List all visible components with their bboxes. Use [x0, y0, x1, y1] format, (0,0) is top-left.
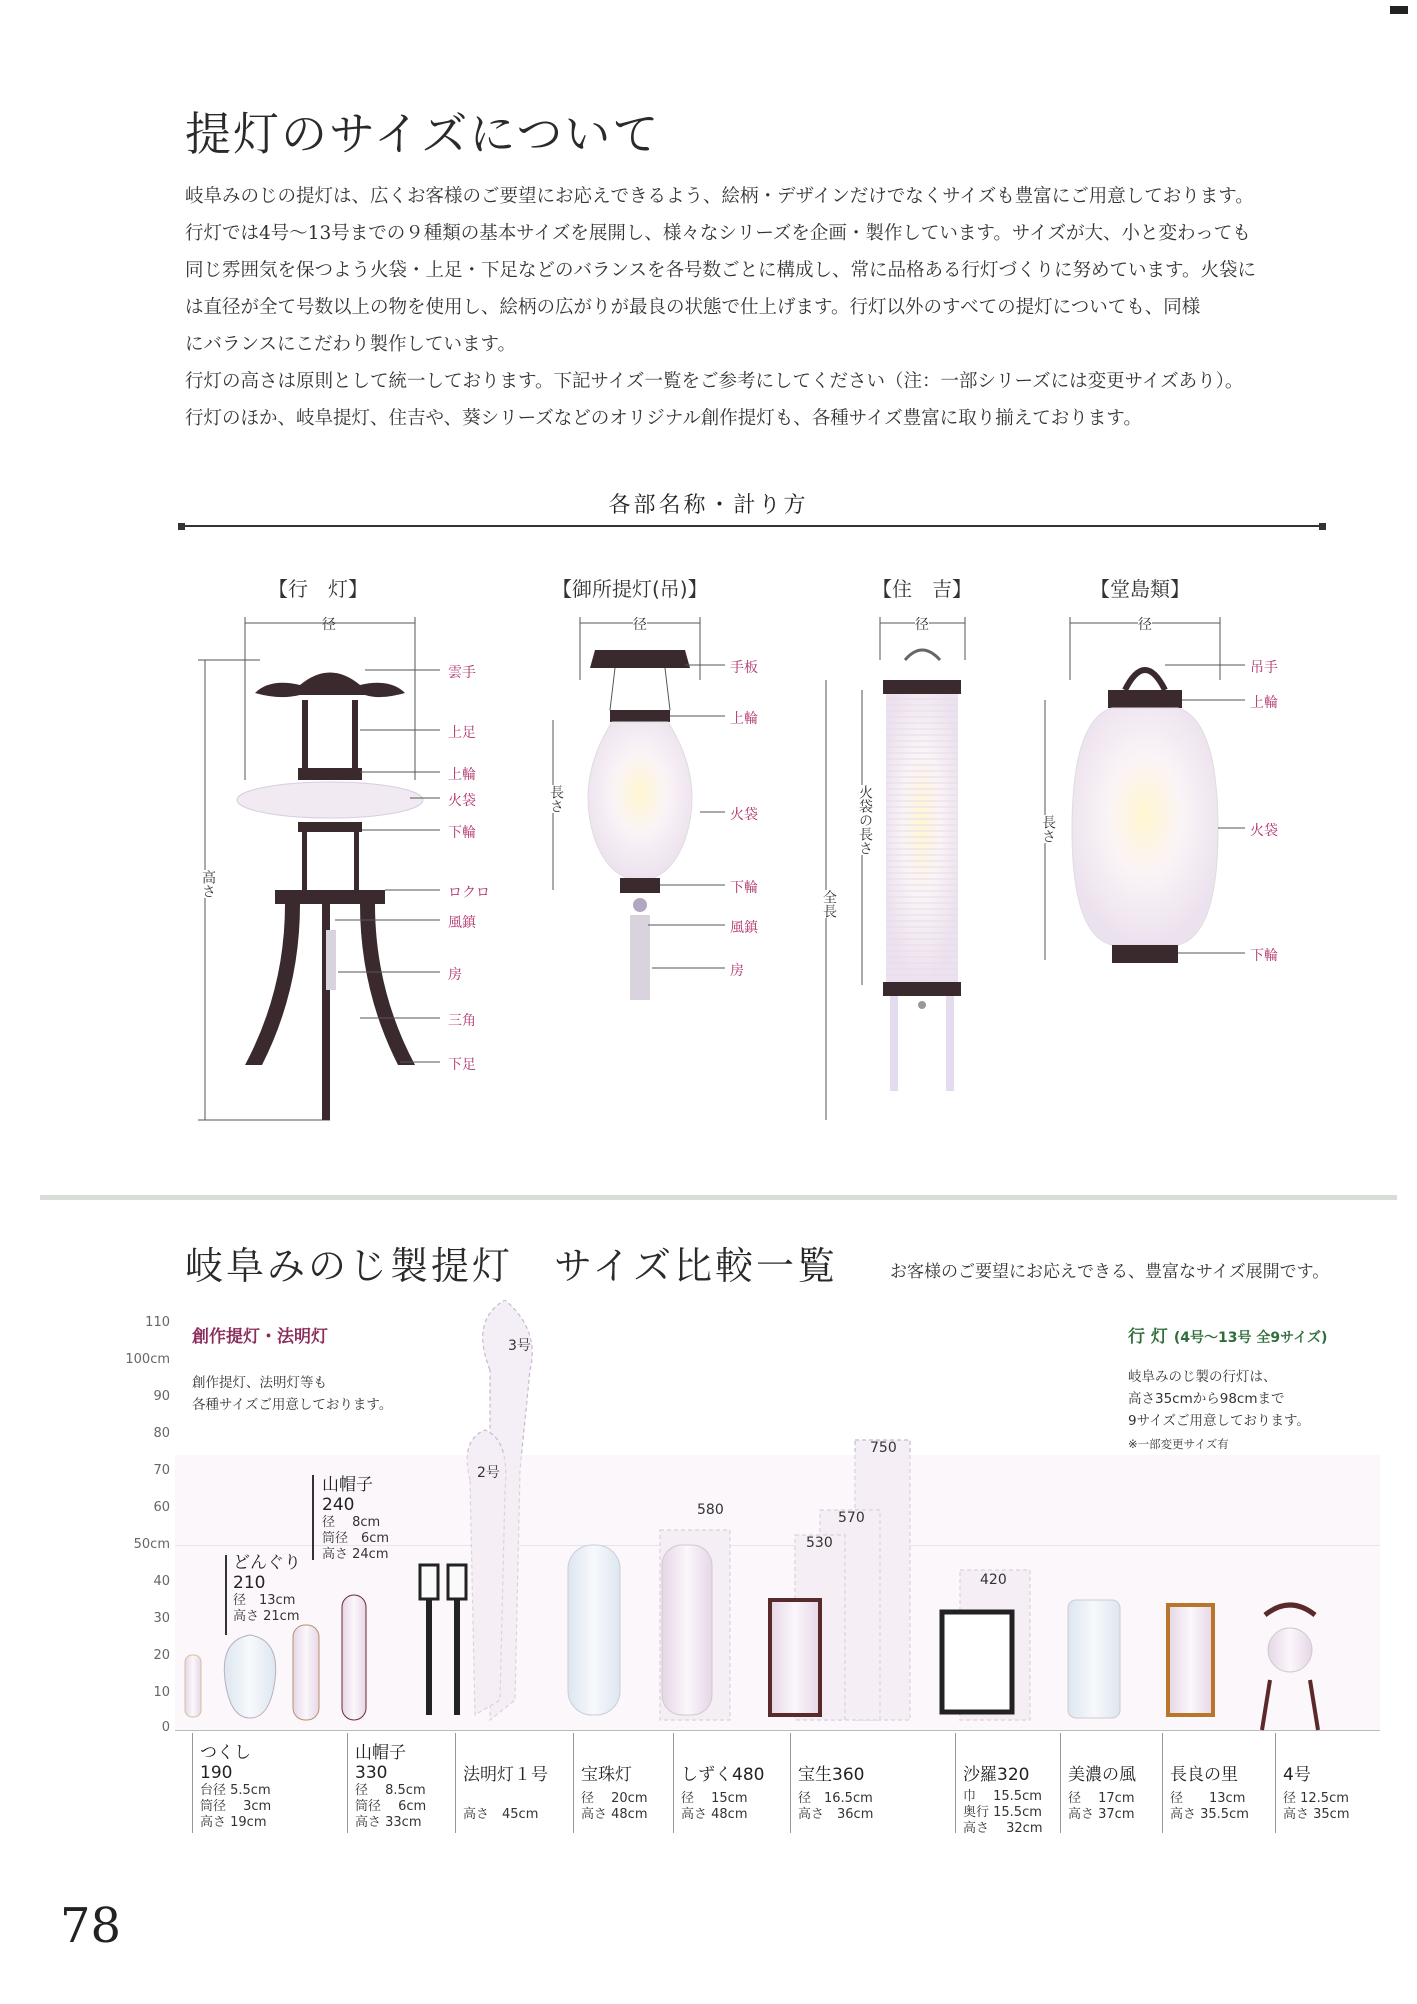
- product-naganonosato: [1170, 1760, 1249, 1823]
- product-houmyoutou: [463, 1760, 548, 1823]
- product-spec: 高さ 21cm: [233, 1609, 300, 1624]
- product-tsukushi: [200, 1738, 271, 1831]
- column-divider: [955, 1733, 956, 1833]
- desc-line: 岐阜みのじ製の行灯は、: [1128, 1369, 1277, 1385]
- product-spec: 径 16.5cm: [798, 1791, 873, 1806]
- desc-line: 各種サイズご用意しております。: [192, 1397, 393, 1413]
- column-divider: [455, 1733, 456, 1833]
- part-label-fuchin: 風鎮: [448, 915, 476, 931]
- product-spec: 径 17cm: [1068, 1791, 1135, 1806]
- product-spec: 高さ 48cm: [581, 1807, 648, 1822]
- page-title: 提灯のサイズについて: [185, 107, 661, 161]
- product-sara: [963, 1760, 1043, 1837]
- y-tick: 80: [153, 1426, 170, 1441]
- product-spec: 高さ 37cm: [1068, 1807, 1135, 1822]
- dim-length: 長さ: [548, 785, 564, 813]
- size-tag: 3号: [508, 1338, 531, 1354]
- rule-end-marker: [178, 523, 185, 530]
- product-spec: 径 8.5cm: [355, 1783, 426, 1798]
- comparison-artwork: [0, 1300, 1417, 1760]
- product-name: 宝珠灯: [581, 1765, 632, 1785]
- size-tag: 750: [870, 1440, 897, 1456]
- y-tick: 20: [153, 1648, 170, 1663]
- part-label-fusa: 房: [448, 967, 462, 983]
- product-spec: 高さ 45cm: [463, 1807, 539, 1822]
- product-name: どんぐり: [233, 1553, 301, 1573]
- product-yamaboushi-240: [322, 1470, 389, 1563]
- dim-diameter: 径: [1138, 614, 1152, 634]
- product-name: 長良の里: [1170, 1765, 1238, 1785]
- part-label-hibukuro: 火袋: [730, 807, 758, 823]
- y-tick: 10: [153, 1685, 170, 1700]
- product-spec: 筒径 3cm: [200, 1799, 272, 1814]
- column-divider: [673, 1733, 674, 1833]
- corner-mark: [1390, 6, 1408, 14]
- y-tick: 90: [153, 1389, 170, 1404]
- product-name: 山帽子: [355, 1743, 406, 1763]
- intro-line: にバランスにこだわり製作しています。: [185, 334, 516, 355]
- part-label-unte: 雲手: [448, 665, 476, 681]
- column-divider: [1060, 1733, 1061, 1833]
- product-spec: 奥行 15.5cm: [963, 1805, 1042, 1820]
- y-tick: 0: [161, 1720, 170, 1735]
- product-spec: 高さ 24cm: [322, 1547, 389, 1562]
- product-name: 山帽子: [322, 1475, 373, 1495]
- product-spec: 径 15cm: [681, 1791, 748, 1806]
- product-spec: 径 13cm: [233, 1593, 296, 1608]
- product-spec: 台径 5.5cm: [200, 1783, 271, 1798]
- product-num: 240: [322, 1495, 355, 1515]
- dim-bag-length: 火袋の長さ: [857, 785, 873, 855]
- part-label-shitaashi: 下足: [448, 1057, 476, 1073]
- part-label-uwaashi: 上足: [448, 725, 476, 741]
- desc-line: 9サイズご用意しております。: [1128, 1413, 1310, 1429]
- product-spec: 高さ 19cm: [200, 1815, 267, 1830]
- column-divider: [1162, 1733, 1163, 1833]
- product-spec: 径 8cm: [322, 1515, 381, 1530]
- part-label-shitawa: 下輪: [730, 880, 758, 896]
- comparison-subtitle: お客様のご要望にお応えできる、豊富なサイズ展開です。: [890, 1262, 1330, 1282]
- size-tag: 2号: [477, 1465, 500, 1481]
- y-tick: 110: [145, 1315, 170, 1330]
- diagram-title-dojima: 【堂島類】: [1090, 577, 1190, 601]
- product-spec: 高さ 48cm: [681, 1807, 748, 1822]
- product-spec: 高さ 36cm: [798, 1807, 874, 1822]
- callout-bar: [312, 1475, 314, 1560]
- product-name: 美濃の風: [1068, 1765, 1136, 1785]
- part-label-sankaku: 三角: [448, 1013, 476, 1029]
- product-name: しずく480: [681, 1765, 765, 1785]
- y-tick: 40: [153, 1574, 170, 1589]
- part-label-teita: 手板: [730, 660, 758, 676]
- y-tick: 70: [153, 1463, 170, 1478]
- section-divider: [40, 1195, 1397, 1200]
- size-tag: 530: [806, 1535, 833, 1551]
- column-divider: [347, 1733, 348, 1833]
- dim-diameter: 径: [322, 617, 336, 633]
- column-divider: [192, 1733, 193, 1833]
- part-label-hibukuro: 火袋: [1250, 823, 1278, 839]
- product-andon-4gou: [1283, 1760, 1350, 1823]
- measure-heading: 各部名称・計り方: [608, 493, 809, 518]
- comparison-title: 岐阜みのじ製提灯 サイズ比較一覧: [185, 1244, 838, 1288]
- product-spec: 高さ 32cm: [963, 1821, 1043, 1836]
- product-housei: [798, 1760, 873, 1823]
- size-tag: 420: [980, 1572, 1007, 1588]
- part-label-hibukuro: 火袋: [448, 793, 476, 809]
- category-title-range: (4号～13号 全9サイズ): [1173, 1330, 1328, 1346]
- product-spec: 高さ 35cm: [1283, 1807, 1350, 1822]
- part-label-fuchin: 風鎮: [730, 920, 758, 936]
- part-label-fusa: 房: [730, 963, 744, 979]
- column-divider: [1275, 1733, 1276, 1833]
- product-yamaboushi-330: [355, 1738, 426, 1831]
- product-name: 宝生360: [798, 1765, 865, 1785]
- part-label-uwawa: 上輪: [448, 767, 476, 783]
- diagram-title-andon: 【行 灯】: [268, 577, 368, 601]
- product-houjutou: [581, 1760, 648, 1823]
- dim-diameter: 径: [915, 614, 929, 634]
- page-number: 78: [60, 1898, 122, 1954]
- intro-paragraph: [185, 178, 1325, 437]
- intro-line: 行灯では4号～13号までの９種類の基本サイズを展開し、様々なシリーズを企画・製作しています。サイズが大、小と変わっても: [185, 223, 1251, 244]
- dim-total-length: 全長: [821, 890, 837, 918]
- section-rule: [178, 525, 1326, 527]
- product-spec: 筒径 6cm: [355, 1799, 427, 1814]
- y-tick: 100cm: [125, 1352, 170, 1367]
- product-num: 190: [200, 1763, 233, 1783]
- category-title-text: 行 灯: [1128, 1327, 1168, 1347]
- product-name: つくし: [200, 1743, 251, 1763]
- product-spec: 高さ 35.5cm: [1170, 1807, 1249, 1822]
- rule-end-marker: [1319, 523, 1326, 530]
- column-divider: [573, 1733, 574, 1833]
- intro-line: 岐阜みのじの提灯は、広くお客様のご要望にお応えできるよう、絵柄・デザインだけでなくサイズも豊富にご用意しております。: [185, 186, 1254, 207]
- product-spec: 径 20cm: [581, 1791, 648, 1806]
- product-name: 4号: [1283, 1765, 1311, 1785]
- product-name: 沙羅320: [963, 1765, 1030, 1785]
- part-label-shitawa: 下輪: [448, 825, 476, 841]
- column-divider: [790, 1733, 791, 1833]
- part-label-uwawa: 上輪: [1250, 695, 1278, 711]
- part-label-rokuro: ロクロ: [448, 885, 490, 901]
- product-minonokaze: [1068, 1760, 1136, 1823]
- product-spec: 筒径 6cm: [322, 1531, 390, 1546]
- intro-line: 行灯の高さは原則として統一しております。下記サイズ一覧をご参考にしてください（注：一部シリーズには変更サイズあり）。: [185, 371, 1244, 392]
- product-spec: 高さ 33cm: [355, 1815, 422, 1830]
- product-spec: 径 13cm: [1170, 1791, 1246, 1806]
- part-label-uwawa: 上輪: [730, 711, 758, 727]
- category-title-sousaku: 創作提灯・法明灯: [192, 1327, 328, 1347]
- size-tag: 580: [697, 1502, 724, 1518]
- y-tick: 60: [153, 1500, 170, 1515]
- diagram-title-sumiyoshi: 【住 吉】: [872, 577, 972, 601]
- product-name: 法明灯１号: [463, 1765, 548, 1785]
- y-tick: 50cm: [133, 1537, 170, 1552]
- product-num: 330: [355, 1763, 388, 1783]
- callout-bar: [225, 1555, 227, 1635]
- product-shizuku: [681, 1760, 764, 1823]
- category-note-andon: ※一部変更サイズ有: [1128, 1437, 1229, 1451]
- part-label-shitawa: 下輪: [1250, 948, 1278, 964]
- product-donguri-210: [233, 1548, 301, 1625]
- dim-length: 長さ: [1040, 815, 1056, 843]
- product-num: 210: [233, 1573, 266, 1593]
- intro-line: 行灯のほか、岐阜提灯、住吉や、葵シリーズなどのオリジナル創作提灯も、各種サイズ豊富に取り揃えております。: [185, 408, 1142, 429]
- product-spec: 巾 15.5cm: [963, 1789, 1042, 1804]
- intro-line: 同じ雰囲気を保つよう火袋・上足・下足などのバランスを各号数ごとに構成し、常に品格ある行灯づくりに努めています。火袋に: [185, 260, 1256, 281]
- y-tick: 30: [153, 1611, 170, 1626]
- diagram-title-gosho: 【御所提灯(吊)】: [552, 577, 708, 601]
- size-tag: 570: [838, 1510, 865, 1526]
- desc-line: 高さ35cmから98cmまで: [1128, 1391, 1285, 1407]
- intro-line: は直径が全て号数以上の物を使用し、絵柄の広がりが最良の状態で仕上げます。行灯以外のすべての提灯についても、同様: [185, 297, 1201, 318]
- dim-height: 高さ: [200, 870, 216, 898]
- dim-diameter: 径: [633, 614, 647, 634]
- product-spec: 径 12.5cm: [1283, 1791, 1349, 1806]
- part-label-tsurite: 吊手: [1250, 660, 1278, 676]
- desc-line: 創作提灯、法明灯等も: [192, 1375, 327, 1391]
